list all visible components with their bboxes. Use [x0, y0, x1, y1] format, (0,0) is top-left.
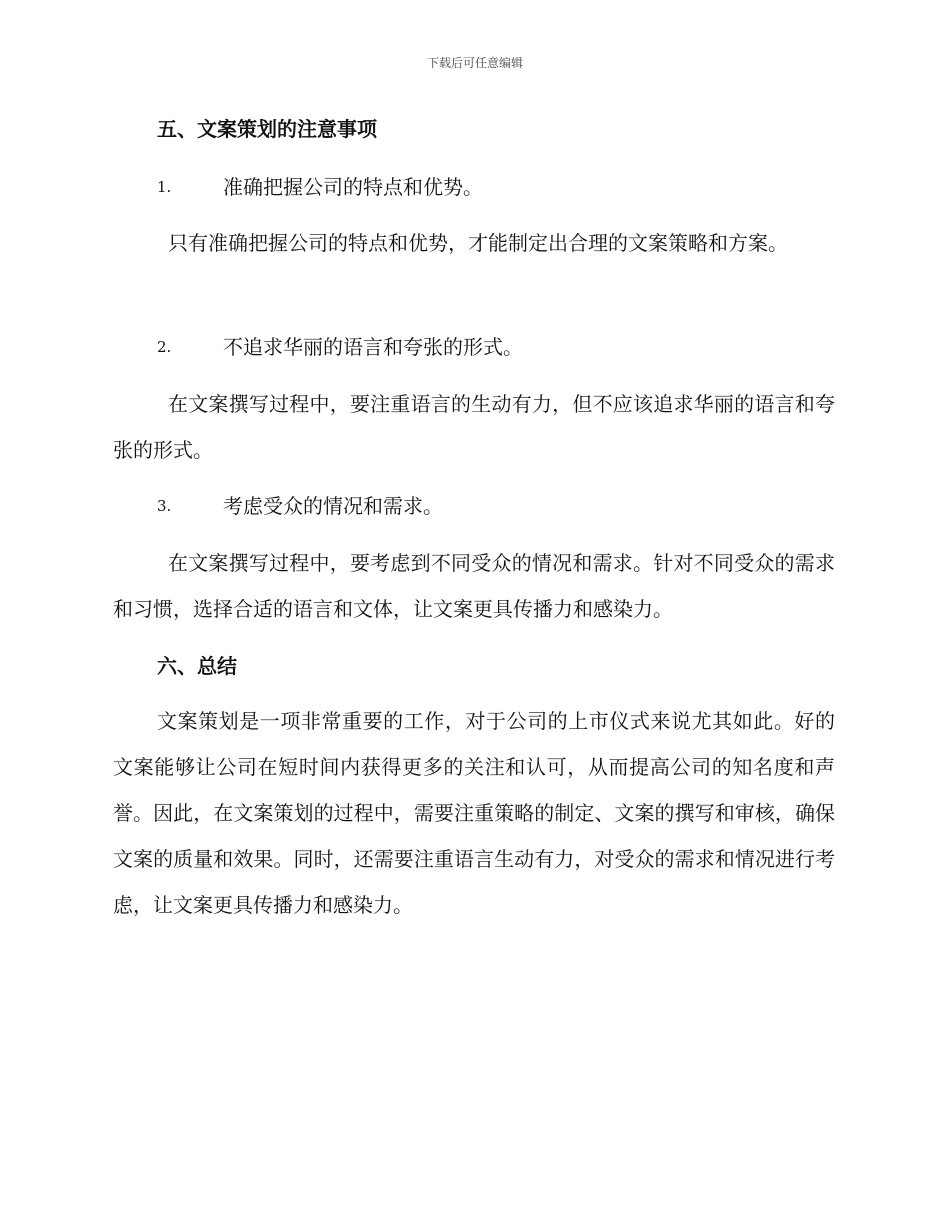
section-5-heading: 五、文案策划的注意事项 — [157, 117, 377, 141]
page-header: 下载后可任意编辑 — [426, 56, 523, 70]
section-6-heading: 六、总结 — [157, 654, 237, 678]
item-3-number: 3. — [157, 497, 172, 515]
item-3-body: 在文案撰写过程中，要考虑到不同受众的情况和需求。针对不同受众的需求和习惯，选择合适的语言和文体，让文案更具传播力和感染力。 — [113, 551, 835, 621]
item-1-number: 1. — [157, 178, 172, 196]
item-2-body: 在文案撰写过程中，要注重语言的生动有力，但不应该追求华丽的语言和夸张的形式。 — [113, 392, 835, 462]
item-2-number: 2. — [157, 338, 172, 356]
section-6-body: 文案策划是一项非常重要的工作，对于公司的上市仪式来说尤其如此。好的文案能够让公司在短时间内获得更多的关注和认可，从而提高公司的知名度和声誉。因此，在文案策划的过程中，需要注重策略的制定、文案的撰写和审核，确保文案的质量和效果。同时，还需要注重语言生动有力，对受众的需求和情况进行考虑，让文案更具传播力和感染力。 — [113, 709, 835, 917]
item-1-title: 准确把握公司的特点和优势。 — [223, 175, 483, 199]
item-1-body: 只有准确把握公司的特点和优势，才能制定出合理的文案策略和方案。 — [168, 231, 788, 255]
item-2-title: 不追求华丽的语言和夸张的形式。 — [223, 335, 523, 359]
item-3-title: 考虑受众的情况和需求。 — [223, 494, 443, 518]
